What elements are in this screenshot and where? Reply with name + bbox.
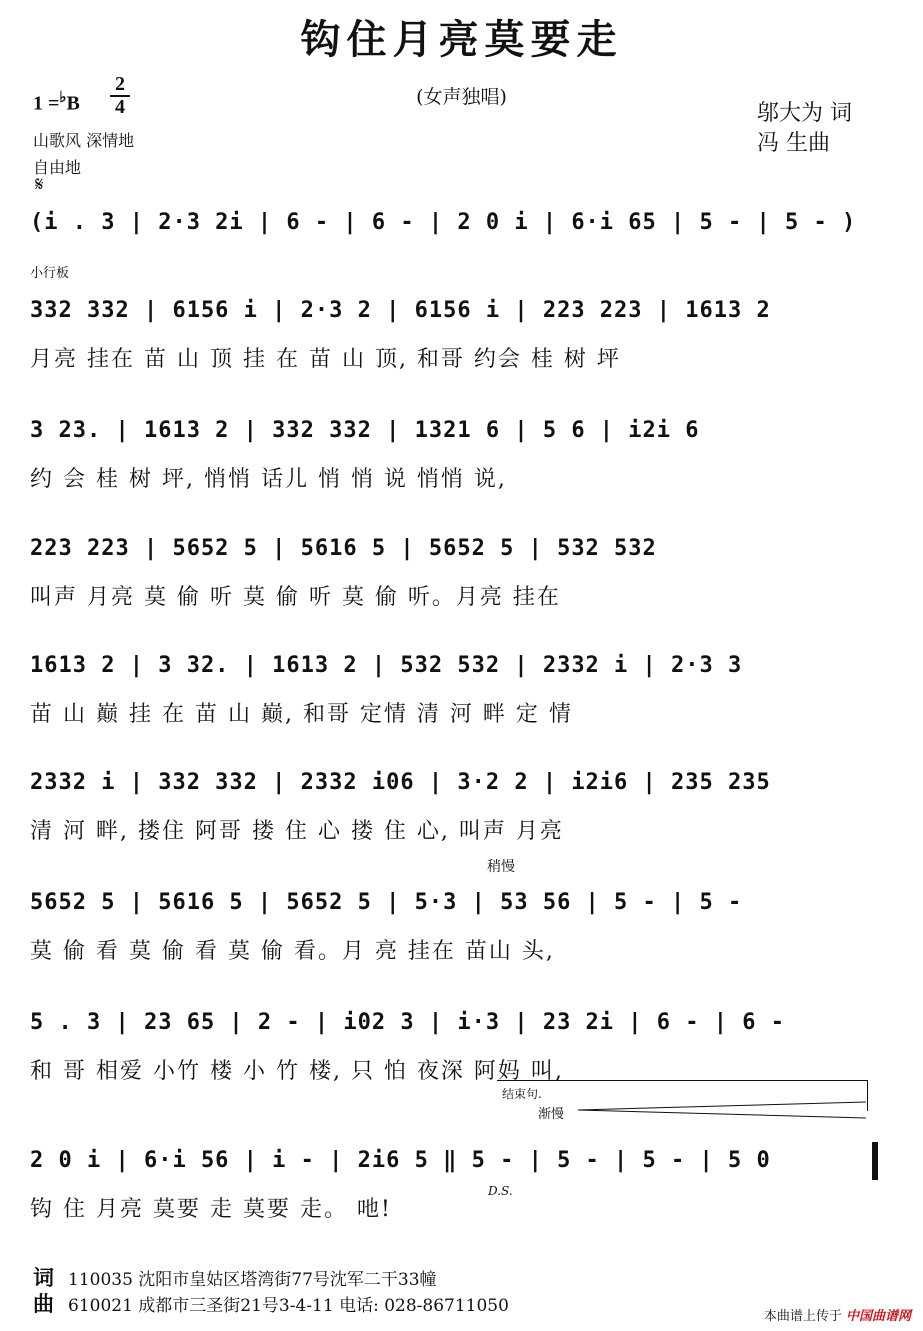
tempo-xiaoxingban: 小行板 (30, 266, 70, 281)
lyricist-credit: 邬大为 词 (757, 101, 852, 126)
meter-top: 2 (115, 73, 125, 95)
system-7-lyrics: 和 哥 相爱 小竹 楼 小 竹 楼, 只 怕 夜深 阿妈 叫, (30, 1059, 564, 1084)
composer-address-text: 610021 成都市三圣街21号3-4-11 电话: 028-86711050 (68, 1296, 509, 1316)
meter-bottom: 4 (110, 95, 130, 118)
time-signature (110, 74, 130, 118)
decrescendo-icon (578, 1100, 868, 1120)
system-2-notes: 3 23. | 1613 2 | 332 332 | 1321 6 | 5 6 | i2i 6 (30, 418, 700, 443)
performance-note: (女声独唱) (416, 86, 507, 108)
system-6-lyrics: 莫 偷 看 莫 偷 看 莫 偷 看。月 亮 挂在 苗山 头, (30, 939, 555, 964)
ending-label: 结束句. (502, 1087, 542, 1101)
system-3-lyrics: 叫声 月亮 莫 偷 听 莫 偷 听 莫 偷 听。月亮 挂在 (30, 585, 561, 610)
system-2-lyrics: 约 会 桂 树 坪, 悄悄 话儿 悄 悄 说 悄悄 说, (30, 467, 507, 492)
segno-icon: 𝄋 (35, 172, 44, 196)
footer-lyricist-label: 词 (33, 1265, 54, 1290)
system-8-lyrics: 钩 住 月亮 莫要 走 莫要 走。 吔! (30, 1197, 392, 1222)
intro-notes: (i . 3 | 2·3 2i | 6 - | 6 - | 2 0 i | 6·i 65 | 5 - | 5 - ) (30, 210, 857, 235)
tempo-jianman: 渐慢 (538, 1107, 565, 1122)
flat-sign: ♭ (59, 90, 67, 106)
upload-note: 本曲谱上传于 (763, 1309, 842, 1324)
site-logo: 中国曲谱网 (845, 1309, 911, 1324)
system-8-notes: 2 0 i | 6·i 56 | i - | 2i6 5 ‖ 5 - | 5 - | 5 - | 5 0 (30, 1148, 771, 1173)
footer-composer-address (33, 1288, 509, 1318)
key-prefix: 1 = (33, 92, 60, 115)
system-4-lyrics: 苗 山 巅 挂 在 苗 山 巅, 和哥 定情 清 河 畔 定 情 (30, 702, 573, 727)
system-5-lyrics: 清 河 畔, 搂住 阿哥 搂 住 心 搂 住 心, 叫声 月亮 (30, 819, 564, 844)
footer-composer-label: 曲 (33, 1291, 54, 1316)
system-1-lyrics: 月亮 挂在 苗 山 顶 挂 在 苗 山 顶, 和哥 约会 桂 树 坪 (30, 347, 621, 372)
system-7-notes: 5 . 3 | 23 65 | 2 - | i02 3 | i·3 | 23 2i | 6 - | 6 - (30, 1010, 785, 1035)
system-4-notes: 1613 2 | 3 32. | 1613 2 | 532 532 | 2332 i | 2·3 3 (30, 653, 743, 678)
lyricist-address-text: 110035 沈阳市皇姑区塔湾街77号沈军二干33幢 (68, 1270, 437, 1290)
key-signature (33, 88, 80, 116)
song-title: 钩住月亮莫要走 (300, 16, 623, 63)
final-barline (872, 1142, 878, 1180)
key-note: B (66, 92, 80, 115)
system-6-notes: 5652 5 | 5616 5 | 5652 5 | 5·3 | 53 56 | 5 - | 5 - (30, 890, 743, 915)
composer-credit: 冯 生曲 (757, 131, 830, 156)
upload-brand (764, 1305, 911, 1324)
ds-mark: D.S. (488, 1184, 513, 1198)
expression-mark: 山歌风 深情地 (33, 131, 135, 150)
system-1-notes: 332 332 | 6156 i | 2·3 2 | 6156 i | 223 223 | 1613 2 (30, 298, 771, 323)
expression-mark-free: 自由地 (33, 158, 82, 177)
system-5-notes: 2332 i | 332 332 | 2332 i06 | 3·2 2 | i2i6 | 235 235 (30, 770, 771, 795)
system-3-notes: 223 223 | 5652 5 | 5616 5 | 5652 5 | 532 532 (30, 536, 657, 561)
tempo-shaoman: 稍慢 (487, 859, 515, 875)
